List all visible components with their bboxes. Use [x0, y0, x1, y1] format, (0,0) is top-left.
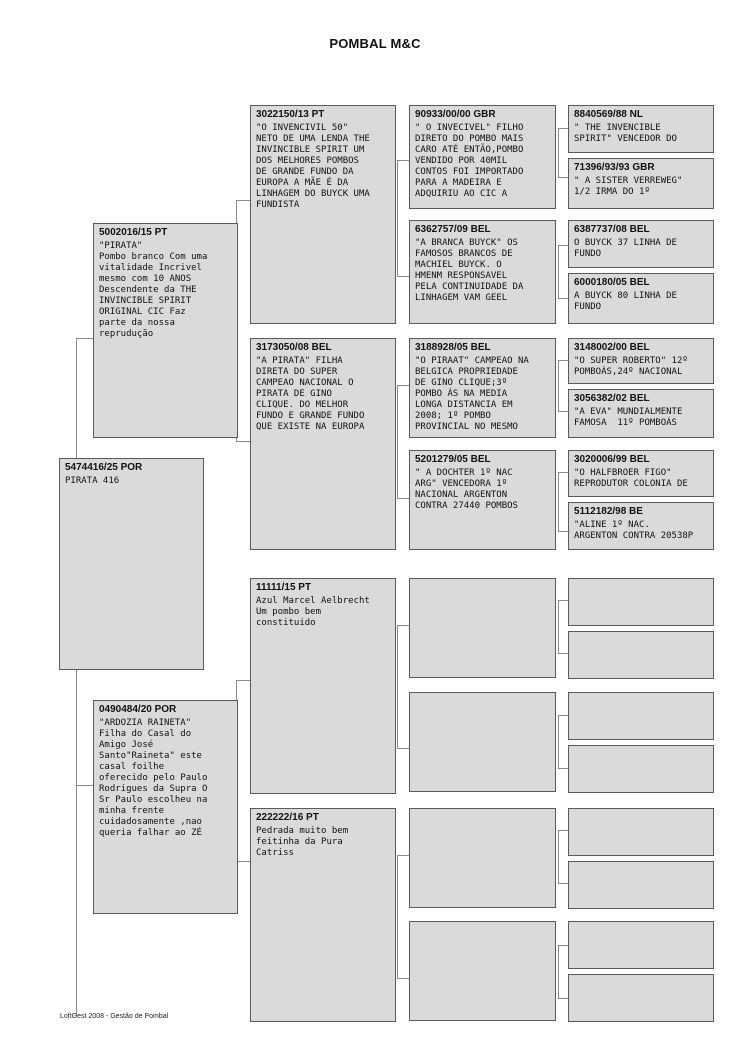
bird-description: " A DOCHTER 1º NAC ARG" VENCEDORA 1º NACIONAL ARGENTON CONTRA 27440 POMBOS — [415, 468, 518, 511]
connector — [236, 680, 251, 862]
pedigree-box-gen4[interactable] — [409, 338, 556, 438]
ring-number: 5002016/15 PT — [99, 227, 168, 238]
connector — [76, 670, 77, 785]
pedigree-box-gen5[interactable] — [568, 745, 714, 793]
bird-description: " A SISTER VERREWEG" 1/2 IRMA DO 1º — [574, 176, 683, 197]
ring-number: 6387737/08 BEL — [574, 224, 650, 235]
ring-number: 6362757/09 BEL — [415, 224, 491, 235]
bird-description: "ALINE 1º NAC. ARGENTON CONTRA 20538P — [574, 520, 694, 541]
pedigree-box-subject[interactable] — [59, 458, 204, 670]
bird-description: "PIRATA" Pombo branco Com uma vitalidade Incrivel mesmo com 10 ANOS Descendente da THE INVINCIBLE SPIRIT ORIGINAL CIC Faz parte da nossa reprudução — [99, 241, 208, 339]
ring-number: 0490484/20 POR — [99, 704, 177, 715]
pedigree-box-gen4[interactable] — [409, 105, 556, 209]
pedigree-box-gen5[interactable] — [568, 389, 714, 438]
pedigree-box-gen5[interactable] — [568, 921, 714, 969]
footer-credit: LoftGest 2008 - Gestão de Pombal — [60, 1013, 169, 1020]
ring-number: 3173050/08 BEL — [256, 342, 332, 353]
ring-number: 3022150/13 PT — [256, 109, 325, 120]
pedigree-box-dam-dam[interactable] — [250, 808, 396, 1022]
bird-description: A BUYCK 80 LINHA DE FUNDO — [574, 291, 677, 312]
ring-number: 5112182/98 BE — [574, 506, 643, 517]
bird-description: " THE INVENCIBLE SPIRIT" VENCEDOR DO — [574, 123, 677, 144]
bird-description: "A BRANCA BUYCK" OS FAMOSOS BRANCOS DE MACHIEL BUYCK. O HMENM RESPONSAVEL PELA CONTINUIDADE DA LINHAGEM VAM GEEL — [415, 238, 524, 303]
bird-description: PIRATA 416 — [65, 476, 120, 486]
pedigree-box-gen4[interactable] — [409, 578, 556, 678]
pedigree-box-gen5[interactable] — [568, 158, 714, 209]
bird-description: "O HALFBROER FIGO" REPRODUTOR COLONIA DE — [574, 468, 688, 489]
connector — [76, 338, 94, 1016]
pedigree-box-gen4[interactable] — [409, 692, 556, 792]
ring-number: 3148002/00 BEL — [574, 342, 650, 353]
ring-number: 3188928/05 BEL — [415, 342, 491, 353]
ring-number: 90933/00/00 GBR — [415, 109, 496, 120]
pedigree-box-gen4[interactable] — [409, 808, 556, 908]
pedigree-box-gen5[interactable] — [568, 808, 714, 856]
pedigree-box-gen5[interactable] — [568, 220, 714, 268]
pedigree-box-gen5[interactable] — [568, 692, 714, 740]
ring-number: 6000180/05 BEL — [574, 277, 650, 288]
pedigree-box-gen4[interactable] — [409, 220, 556, 324]
bird-description: "A PIRATA" FILHA DIRETA DO SUPER CAMPEAO NACIONAL O PIRATA DE GINO CLIQUE. DO MELHOR FUNDO E GRANDE FUNDO QUE EXISTE NA EUROPA — [256, 356, 365, 432]
pedigree-box-gen4[interactable] — [409, 450, 556, 550]
ring-number: 222222/16 PT — [256, 812, 319, 823]
ring-number: 11111/15 PT — [256, 582, 312, 593]
page-title: POMBAL M&C — [329, 36, 421, 51]
bird-description: "ARDOZIA RAINETA" Filha do Casal do Amigo José Santo"Raineta" este casal foilhe oferecido pelo Paulo Rodrigues da Supra O Sr Paulo escolheu na minha frente cuidadosamente ,nao queria falhar ao ZÉ — [99, 718, 208, 838]
bird-description: Azul Marcel Aelbrecht Um pombo bem constituido — [256, 596, 370, 628]
bird-description: "A EVA" MUNDIALMENTE FAMOSA 11º POMBOÁS — [574, 407, 683, 428]
pedigree-box-sire-dam[interactable] — [250, 338, 396, 550]
bird-description: "O INVENCIVIL 50" NETO DE UMA LENDA THE INVINCIBLE SPIRIT UM DOS MELHORES POMBOS DE GRANDE FUNDO DA EUROPA A MÃE É DA LINHAGEM DO BUYCK UMA FUNDISTA — [256, 123, 370, 210]
pedigree-box-gen5[interactable] — [568, 105, 714, 153]
pedigree-box-gen5[interactable] — [568, 631, 714, 679]
bird-description: "O SUPER ROBERTO" 12º POMBOÁS,24º NACIONAL — [574, 356, 688, 377]
pedigree-box-gen5[interactable] — [568, 861, 714, 909]
pedigree-box-sire[interactable] — [93, 223, 238, 438]
bird-description: " O INVECIVEL" FILHO DIRETO DO POMBO MAIS CARO ATÉ ENTÃO,POMBO VENDIDO POR 40MIL CONTOS FOI IMPORTADO PARA A MADEIRA E ADQUIRIU AO CIC A — [415, 123, 524, 199]
pedigree-box-gen5[interactable] — [568, 450, 714, 497]
ring-number: 3056382/02 BEL — [574, 393, 650, 404]
pedigree-box-dam[interactable] — [93, 700, 238, 914]
pedigree-box-gen5[interactable] — [568, 502, 714, 550]
connector — [236, 200, 251, 442]
bird-description: Pedrada muito bem feitinha da Pura Catriss — [256, 826, 349, 858]
ring-number: 5474416/25 POR — [65, 462, 143, 473]
pedigree-box-sire-sire[interactable] — [250, 105, 396, 324]
ring-number: 8840569/88 NL — [574, 109, 643, 120]
pedigree-box-gen4[interactable] — [409, 921, 556, 1021]
connector — [76, 785, 93, 786]
ring-number: 71396/93/93 GBR — [574, 162, 655, 173]
pedigree-box-gen5[interactable] — [568, 578, 714, 626]
connector — [76, 338, 77, 458]
bird-description: O BUYCK 37 LINHA DE FUNDO — [574, 238, 677, 259]
ring-number: 5201279/05 BEL — [415, 454, 491, 465]
ring-number: 3020006/99 BEL — [574, 454, 650, 465]
bird-description: "O PIRAAT" CAMPEAO NA BELGICA PROPRIEDADE DE GINO CLIQUE;3º POMBO ÁS NA MEDIA LONGA DISTANCIA EM 2008; 1º POMBO PROVINCIAL NO MESMO — [415, 356, 529, 432]
pedigree-box-dam-sire[interactable] — [250, 578, 396, 794]
pedigree-box-gen5[interactable] — [568, 974, 714, 1022]
pedigree-box-gen5[interactable] — [568, 338, 714, 384]
pedigree-box-gen5[interactable] — [568, 273, 714, 324]
